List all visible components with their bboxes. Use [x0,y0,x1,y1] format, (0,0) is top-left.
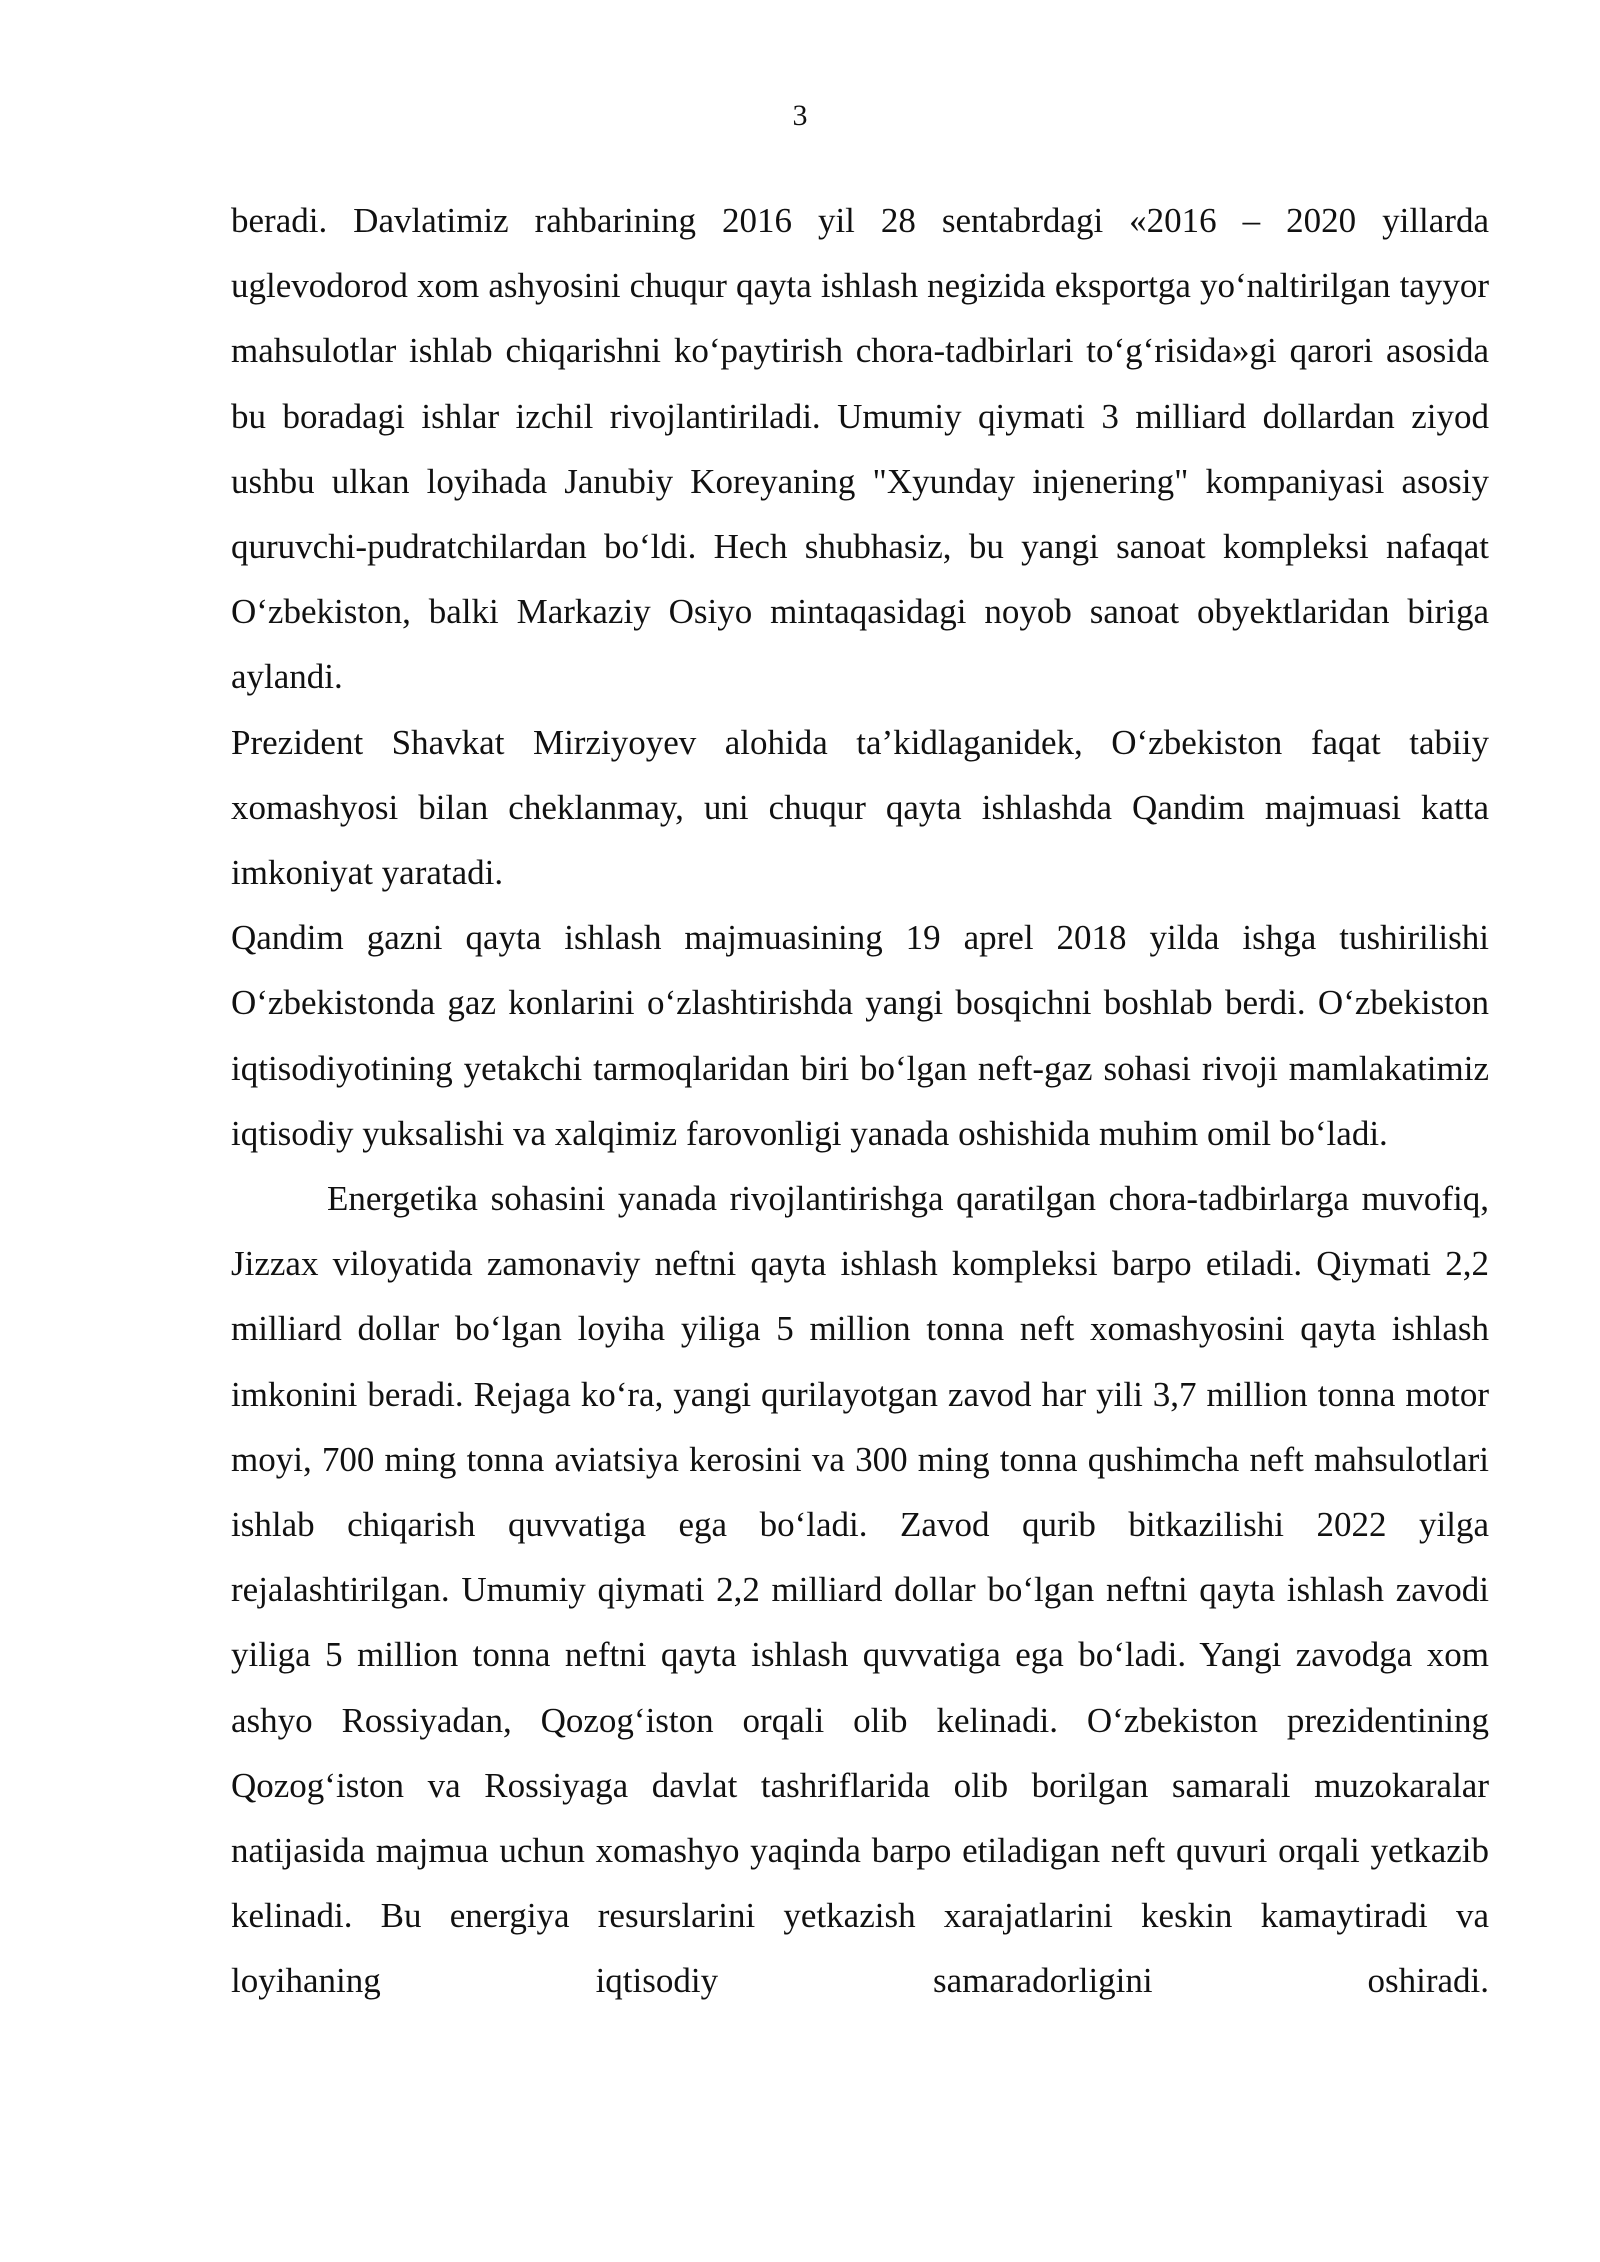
paragraph-president-quote: Prezident Shavkat Mirziyoyev alohida ta’kidlaganidek, O‘zbekiston faqat tabiiy xomashyosi bilan cheklanmay, uni chuqur qayta ishlashda Qandim majmuasi katta imkoniyat yaratadi. [231,722,1489,893]
paragraph-jizzax-refinery: Energetika sohasini yanada rivojlantirishga qaratilgan chora-tadbirlarga muvofiq, Jizzax viloyatida zamonaviy neftni qayta ishlash kompleksi barpo etiladi. Qiymati 2,2 milliard dollar bo‘lgan loyiha yiliga 5 million tonna neft xomashyosini qayta ishlash imkonini beradi. Rejaga ko‘ra, yangi qurilayotgan zavod har yili 3,7 million tonna motor moyi, 700 ming tonna aviatsiya kerosini va 300 ming tonna qushimcha neft mahsulotlari ishlab chiqarish quvvatiga ega bo‘ladi. Zavod qurib bitkazilishi 2022 yilga rejalashtirilgan. Umumiy qiymati 2,2 milliard dollar bo‘lgan neftni qayta ishlash zavodi yiliga 5 million tonna neftni qayta ishlash quvvatiga ega bo‘ladi. Yangi zavodga xom ashyo Rossiyadan, Qozog‘iston orqali olib kelinadi. O‘zbekiston prezidentining Qozog‘iston va Rossiyaga davlat tashriflarida olib borilgan samarali muzokaralar natijasida majmua uchun xomashyo yaqinda barpo etiladigan neft quvuri orqali yetkazib kelinadi. Bu energiya resurslarini yetkazish xarajatlarini keskin kamaytiradi va loyihaning iqtisodiy samaradorligini oshiradi. [231,1179,1489,2001]
page-number: 3 [792,99,808,132]
body-text [231,188,1489,2014]
paragraph-qandim-launch: Qandim gazni qayta ishlash majmuasining 19 aprel 2018 yilda ishga tushirilishi O‘zbekistonda gaz konlarini o‘zlashtirishda yangi bosqichni boshlab berdi. O‘zbekiston iqtisodiyotining yetakchi tarmoqlaridan biri bo‘lgan neft-gaz sohasi rivoji mamlakatimiz iqtisodiy yuksalishi va xalqimiz farovonligi yanada oshishida muhim omil bo‘ladi. [231,918,1489,1153]
paragraph-intro-continuation: beradi. Davlatimiz rahbarining 2016 yil 28 sentabrdagi «2016 – 2020 yillarda uglevodorod xom ashyosini chuqur qayta ishlash negizida eksportga yo‘naltirilgan tayyor mahsulotlar ishlab chiqarishni ko‘paytirish chora-tadbirlari to‘g‘risida»gi qarori asosida bu boradagi ishlar izchil rivojlantiriladi. Umumiy qiymati 3 milliard dollardan ziyod ushbu ulkan loyihada Janubiy Koreyaning "Xyunday injenering" kompaniyasi asosiy quruvchi-pudratchilardan bo‘ldi. Hech shubhasiz, bu yangi sanoat kompleksi nafaqat O‘zbekiston, balki Markaziy Osiyo mintaqasidagi noyob sanoat obyektlaridan biriga aylandi. [231,201,1489,697]
